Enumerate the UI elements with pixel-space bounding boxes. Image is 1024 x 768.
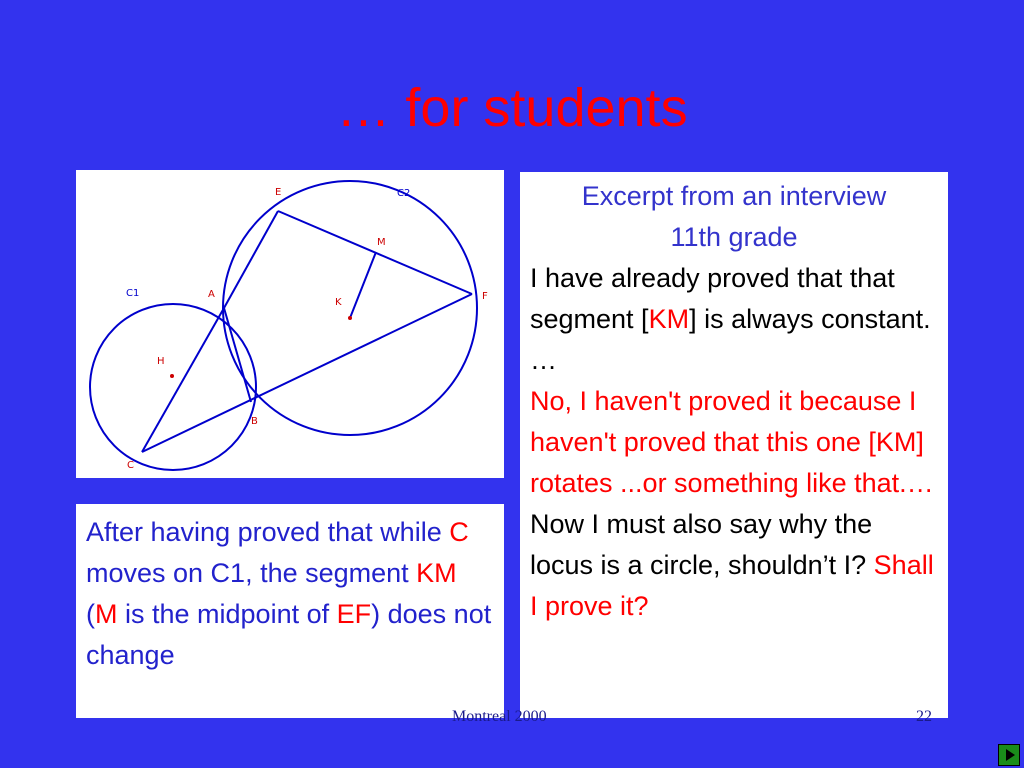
segment-ab <box>224 308 251 402</box>
summary-text-4: is the midpoint of <box>117 599 337 629</box>
circle-c1 <box>90 304 256 470</box>
point-k <box>348 316 352 320</box>
slide-number: 22 <box>916 708 932 725</box>
slide-title: … for students <box>336 78 688 138</box>
label-m: M <box>377 237 386 248</box>
footer-location: Montreal 2000 <box>452 708 547 725</box>
circle-c2 <box>223 181 477 435</box>
summary-text-1: After having proved that while <box>86 517 450 547</box>
interview-paragraph-3 <box>530 504 938 627</box>
summary-text-2: moves on C1, the segment <box>86 558 417 588</box>
interview-paragraph-2: No, I haven't proved it because I haven't proved that this one [KM] rotates ...or something like that.… <box>530 386 934 498</box>
summary-segment-ef: EF <box>336 599 372 629</box>
interview-panel <box>520 172 948 718</box>
interview-paragraph-1 <box>530 258 938 381</box>
proof-summary-panel <box>76 504 504 718</box>
segment-km <box>350 252 376 318</box>
geometry-figure <box>76 170 504 478</box>
summary-text-5: ) does not change <box>86 599 492 670</box>
point-h <box>170 374 174 378</box>
segment-ac <box>142 308 224 452</box>
interview-heading-line2: 11th grade <box>670 222 798 252</box>
interview-heading <box>530 176 938 258</box>
summary-segment-km: KM <box>416 558 457 588</box>
label-b: B <box>251 416 258 427</box>
label-a: A <box>208 289 215 300</box>
interview-p1-km: KM <box>648 304 690 334</box>
label-k: K <box>335 297 342 308</box>
summary-point-c: C <box>449 517 469 547</box>
summary-text-3: ( <box>86 599 95 629</box>
interview-p3-start: Now I must also say why the locus is a circle, shouldn’t I? <box>530 509 874 580</box>
interview-p1-end: ] is always constant. … <box>530 304 931 375</box>
summary-point-m: M <box>95 599 118 629</box>
label-c: C <box>127 460 134 471</box>
next-slide-button[interactable] <box>998 744 1020 766</box>
next-arrow-icon <box>1006 749 1015 761</box>
label-h: H <box>157 356 165 367</box>
label-c1: C1 <box>126 288 140 299</box>
label-e: E <box>275 187 282 198</box>
interview-p3-question: Shall I prove it? <box>530 550 934 621</box>
label-f: F <box>482 291 488 302</box>
interview-p1-start: I have already proved that that segment [ <box>530 263 895 334</box>
label-c2: C2 <box>397 188 411 199</box>
geometry-diagram <box>76 170 504 478</box>
interview-heading-line1: Excerpt from an interview <box>581 181 887 211</box>
